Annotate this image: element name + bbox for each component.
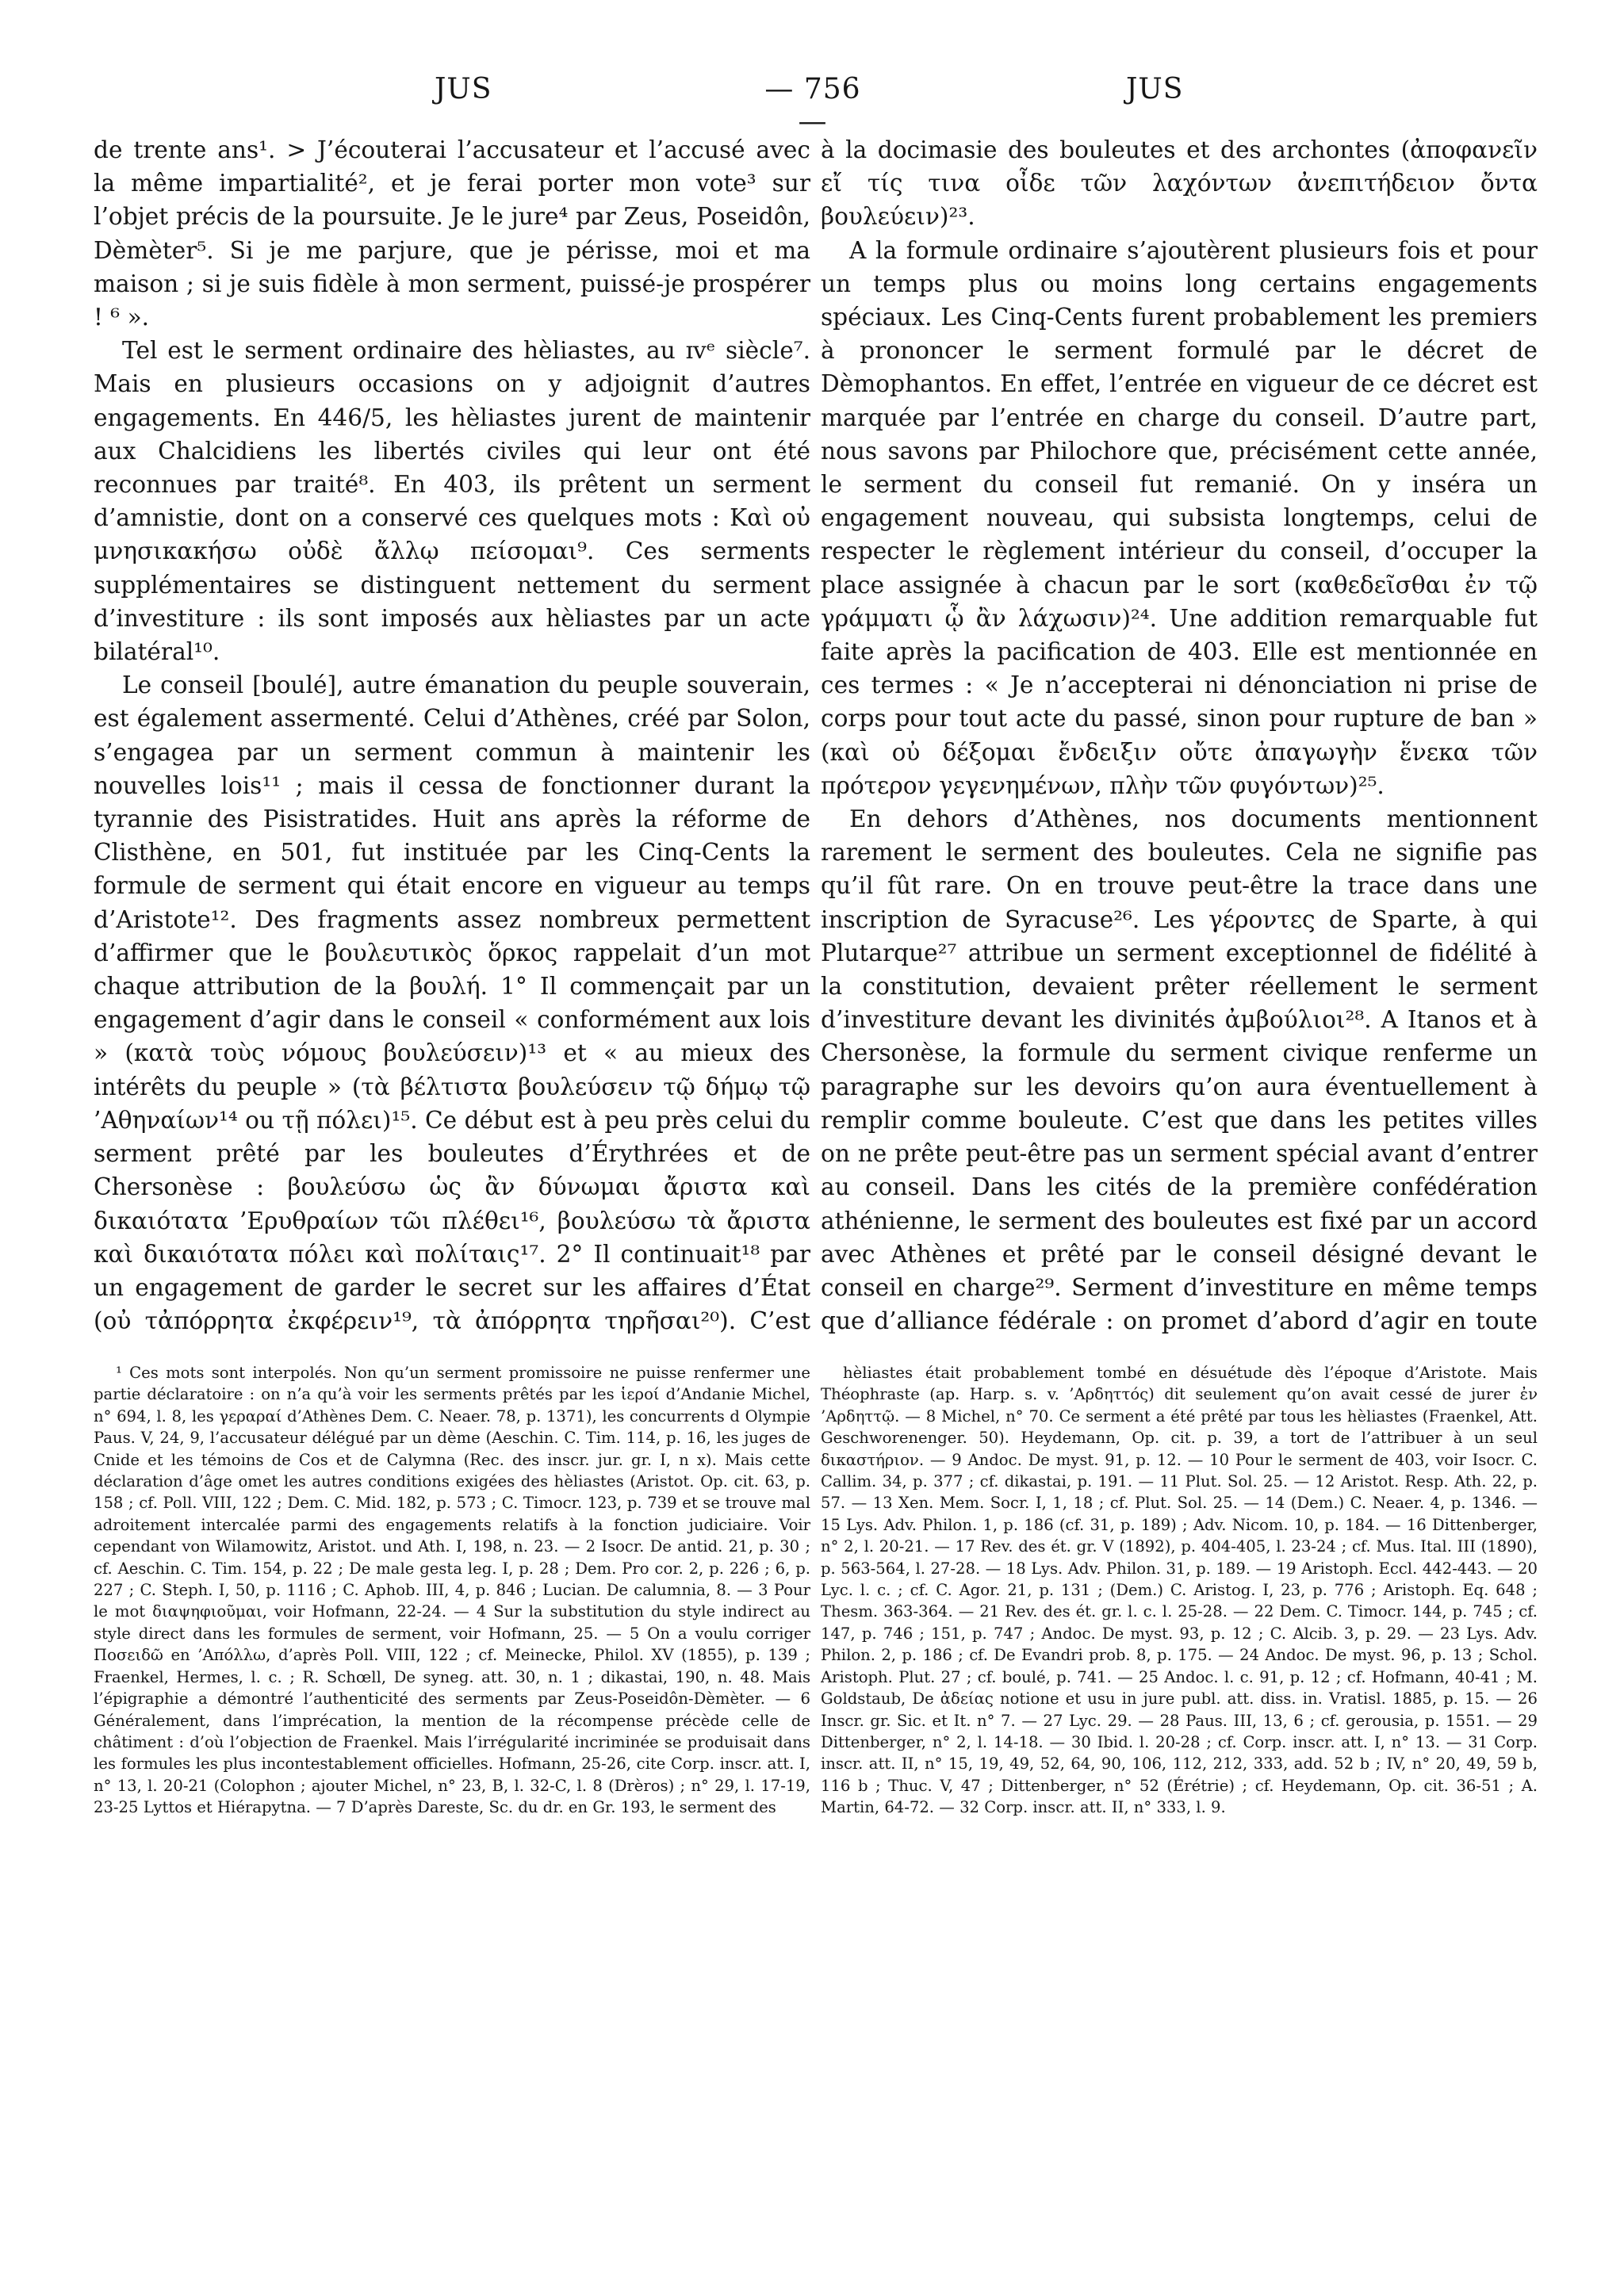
footnotes-left: [94, 1362, 810, 2195]
left-paragraph: Le conseil [boulé], autre émanation du peuple souverain, est également assermenté. Celui d’Athènes, créé par Solon, s’engagea par un serment commun à maintenir les nouvelles lois¹¹ ; mais il cessa de fonctionner durant la tyrannie des Pisistratides. Huit ans après la réforme de Clisthène, en 501, fut instituée par les Cinq-Cents la formule de serment qui était encore en vigueur au temps d’Aristote¹². Des fragments assez nombreux permettent d’affirmer que le βουλευτικὸς ὅρκος rappelait d’un mot chaque attribution de la βουλή. 1° Il commençait par un engagement d’agir dans le conseil « conformément aux lois » (κατὰ τοὺς νόμους βουλεύσειν)¹³ et « au mieux des intérêts du peuple » (τὰ βέλτιστα βουλεύσειν τῷ δήμῳ τῷ ’Αθηναίων¹⁴ ou τῇ πόλει)¹⁵. Ce début est à peu près celui du serment prêté par les bouleutes d’Érythrées et de Chersonèse : βουλεύσω ὡς ἂν δύνωμαι ἄριστα καὶ δικαιότατα ’Ερυθραίων τῶι πλέθει¹⁶, βουλεύσω τὰ ἄριστα καὶ δικαιότατα πόλει καὶ πολίταις¹⁷. 2° Il continuait¹⁸ par un engagement de garder le secret sur les affaires d’État (οὐ τἀπόρρητα ἐκφέρειν¹⁹, τὰ ἀπόρρητα τηρῆσαι²⁰). C’est: [94, 672, 810, 1335]
left-paragraph: de trente ans¹. > J’écouterai l’accusateur et l’accusé avec la même impartialité², et je ferai porter mon vote³ sur l’objet précis de la poursuite. Je le jure⁴ par Zeus, Poseidôn, Dèmèter⁵. Si je me parjure, que je périsse, moi et ma maison ; si je suis fidèle à mon serment, puissé-je prospérer ! ⁶ ».: [94, 136, 810, 331]
footnotes-right: [821, 1362, 1538, 2195]
right-paragraph: En dehors d’Athènes, nos documents mentionnent rarement le serment des bouleutes. Cela ne signifie pas qu’il fût rare. On en trouve peut-être la trace dans une inscription de Syracuse²⁶. Les γέροντες de Sparte, à qui Plutarque²⁷ attribue un serment exceptionnel de fidélité à la constitution, devaient prêter réellement le serment d’investiture devant les divinités ἀμβούλιοι²⁸. A Itanos et à Chersonèse, la formule du serment civique renferme un paragraphe sur les devoirs qu’on aura éventuellement à remplir comme bouleute. C’est que dans les petites villes on ne prête peut-être pas un serment spécial avant d’entrer au conseil. Dans les cités de la première confédération athénienne, le serment des bouleutes est fixé par un accord avec Athènes et prêté par le conseil désigné devant le conseil en charge²⁹. Serment d’investiture en même temps que d’alliance fédérale : on promet d’abord d’agir en toute: [821, 806, 1538, 1335]
left-column: [94, 133, 810, 1338]
page-header: [0, 73, 1624, 138]
running-head-right: JUS: [1126, 73, 1184, 105]
right-column: [821, 133, 1538, 1338]
right-paragraph: A la formule ordinaire s’ajoutèrent plusieurs fois et pour un temps plus ou moins long certains engagements spéciaux. Les Cinq-Cents furent probablement les premiers à prononcer le serment formulé par le décret de Dèmophantos. En effet, l’entrée en vigueur de ce décret est marquée par l’entrée en charge du conseil. D’autre part, nous savons par Philochore que, précisément cette année, le serment du conseil fut remanié. On y inséra un engagement nouveau, qui subsista longtemps, celui de respecter le règlement intérieur du conseil, d’occuper la place assignée à chacun par le sort (καθεδεῖσθαι ἐν τῷ γράμματι ᾧ ἂν λάχωσιν)²⁴. Une addition remarquable fut faite après la pacification de 403. Elle est mentionnée en ces termes : « Je n’accepterai ni dénonciation ni prise de corps pour tout acte du passé, sinon pour rupture de ban » (καὶ οὐ δέξομαι ἔνδειξιν οὔτε ἀπαγωγὴν ἕνεκα τῶν πρότερον γεγενημένων, πλὴν τῶν φυγόντων)²⁵.: [821, 236, 1538, 799]
footnote-block: hèliastes était probablement tombé en désuétude dès l’époque d’Aristote. Mais Théophraste (ap. Harp. s. v. ’Αρδηττός) dit seulement qu’on avait cessé de jurer ἐν ’Αρδηττῷ. — 8 Michel, n° 70. Ce serment a été prêté par tous les hèliastes (Fraenkel, Att. Geschworenenger. 50). Heydemann, Op. cit. p. 39, a tort de l’attribuer à un seul δικαστήριον. — 9 Andoc. De myst. 91, p. 12. — 10 Pour le serment de 403, voir Isocr. C. Callim. 34, p. 377 ; cf. dikastai, p. 191. — 11 Plut. Sol. 25. — 12 Aristot. Resp. Ath. 22, p. 57. — 13 Xen. Mem. Socr. I, 1, 18 ; cf. Plut. Sol. 25. — 14 (Dem.) C. Neaer. 4, p. 1346. — 15 Lys. Adv. Philon. 1, p. 186 (cf. 31, p. 189) ; Adv. Nicom. 10, p. 184. — 16 Dittenberger, n° 2, l. 20-21. — 17 Rev. des ét. gr. V (1892), p. 404-405, l. 23-24 ; cf. Mus. Ital. III (1890), p. 563-564, l. 27-28. — 18 Lys. Adv. Philon. 31, p. 189. — 19 Aristoph. Eccl. 442-443. — 20 Lyc. l. c. ; cf. C. Agor. 21, p. 131 ; (Dem.) C. Aristog. I, 23, p. 776 ; Aristoph. Eq. 648 ; Thesm. 363-364. — 21 Rev. des ét. gr. l. c. l. 25-28. — 22 Dem. C. Timocr. 144, p. 745 ; cf. 147, p. 746 ; 151, p. 747 ; Andoc. De myst. 93, p. 12 ; C. Alcib. 3, p. 29. — 23 Lys. Adv. Philon. 2, p. 186 ; cf. De Evandri prob. 8, p. 175. — 24 Andoc. De myst. 96, p. 13 ; Schol. Aristoph. Plut. 27 ; cf. boulé, p. 741. — 25 Andoc. l. c. 91, p. 12 ; cf. Hofmann, 40-41 ; M. Goldstaub, De ἀδείας notione et usu in jure publ. att. diss. in. Vratisl. 1885, p. 15. — 26 Inscr. gr. Sic. et It. n° 7. — 27 Lyc. 29. — 28 Paus. III, 13, 6 ; cf. gerousia, p. 1551. — 29 Dittenberger, n° 2, l. 14-18. — 30 Ibid. l. 20-28 ; cf. Corp. inscr. att. I, n° 13. — 31 Corp. inscr. att. II, n° 15, 19, 49, 52, 64, 90, 106, 112, 212, 333, add. 52 b ; IV, n° 20, 49, 59 b, 116 b ; Thuc. V, 47 ; Dittenberger, n° 52 (Érétrie) ; cf. Heydemann, Op. cit. 36-51 ; A. Martin, 64-72. — 32 Corp. inscr. att. II, n° 333, l. 9.: [821, 1364, 1538, 1817]
page-number: — 756 —: [764, 73, 861, 138]
footnote-block: ¹ Ces mots sont interpolés. Non qu’un serment promissoire ne puisse renfermer une partie déclaratoire : on n’a qu’à voir les serments prêtés par les ἱεροί d’Andanie Michel, n° 694, l. 8, les γεραραί d’Athènes Dem. C. Neaer. 78, p. 1371), les concurrents d Olympie Paus. V, 24, 9, l’accusateur délégué par un dème (Aeschin. C. Tim. 114, p. 16, les juges de Cnide et les témoins de Cos et de Calymna (Rec. des inscr. jur. gr. I, n x). Mais cette déclaration d’âge omet les autres conditions exigées des hèliastes (Aristot. Op. cit. 63, p. 158 ; cf. Poll. VIII, 122 ; Dem. C. Mid. 182, p. 573 ; C. Timocr. 123, p. 739 et se trouve mal adroitement intercalée parmi des engagements relatifs à la fonction judiciaire. Voir cependant von Wilamowitz, Aristot. und Ath. I, 198, n. 23. — 2 Isocr. De antid. 21, p. 30 ; cf. Aeschin. C. Tim. 154, p. 22 ; De male gesta leg. I, p. 28 ; Dem. Pro cor. 2, p. 226 ; 6, p. 227 ; C. Steph. I, 50, p. 1116 ; C. Aphob. III, 4, p. 846 ; Lucian. De calumnia, 8. — 3 Pour le mot διαψηφιοῦμαι, voir Hofmann, 22-24. — 4 Sur la substitution du style indirect au style direct dans les formules de serment, voir Hofmann, 25. — 5 On a voulu corriger Ποσειδῶ en ’Απόλλω, d’après Poll. VIII, 122 ; cf. Meinecke, Philol. XV (1855), p. 139 ; Fraenkel, Hermes, l. c. ; R. Schœll, De syneg. att. 30, n. 1 ; dikastai, 190, n. 48. Mais l’épigraphie a démontré l’authenticité des serments par Zeus-Poseidôn-Dèmèter. — 6 Généralement, dans l’imprécation, la mention de la récompense précède celle de châtiment : d’où l’objection de Fraenkel. Mais l’irrégularité incriminée se produisait dans les formules les plus incontestablement officielles. Hofmann, 25-26, cite Corp. inscr. att. I, n° 13, l. 20-21 (Colophon ; ajouter Michel, n° 23, B, l. 32-C, l. 8 (Drèros) ; n° 29, l. 17-19, 23-25 Lyttos et Hiérapytna. — 7 D’après Dareste, Sc. du dr. en Gr. 193, le serment des: [94, 1364, 810, 1817]
left-paragraph: Tel est le serment ordinaire des hèliastes, au ɪᴠᵉ siècle⁷. Mais en plusieurs occasions on y adjoignit d’autres engagements. En 446/5, les hèliastes jurent de maintenir aux Chalcidiens les libertés civiles qui leur ont été reconnues par traité⁸. En 403, ils prêtent un serment d’amnistie, dont on a conservé ces quelques mots : Καὶ οὐ μνησικακήσω οὐδὲ ἄλλῳ πείσομαι⁹. Ces serments supplémentaires se distinguent nettement du serment d’investiture : ils sont imposés aux hèliastes par un acte bilatéral¹⁰.: [94, 337, 810, 666]
running-head-left: JUS: [435, 73, 492, 105]
right-paragraph: à la docimasie des bouleutes et des archontes (ἀποφανεῖν εἴ τίς τινα οἶδε τῶν λαχόντων ἀνεπιτήδειον ὄντα βουλεύειν)²³.: [821, 136, 1538, 231]
